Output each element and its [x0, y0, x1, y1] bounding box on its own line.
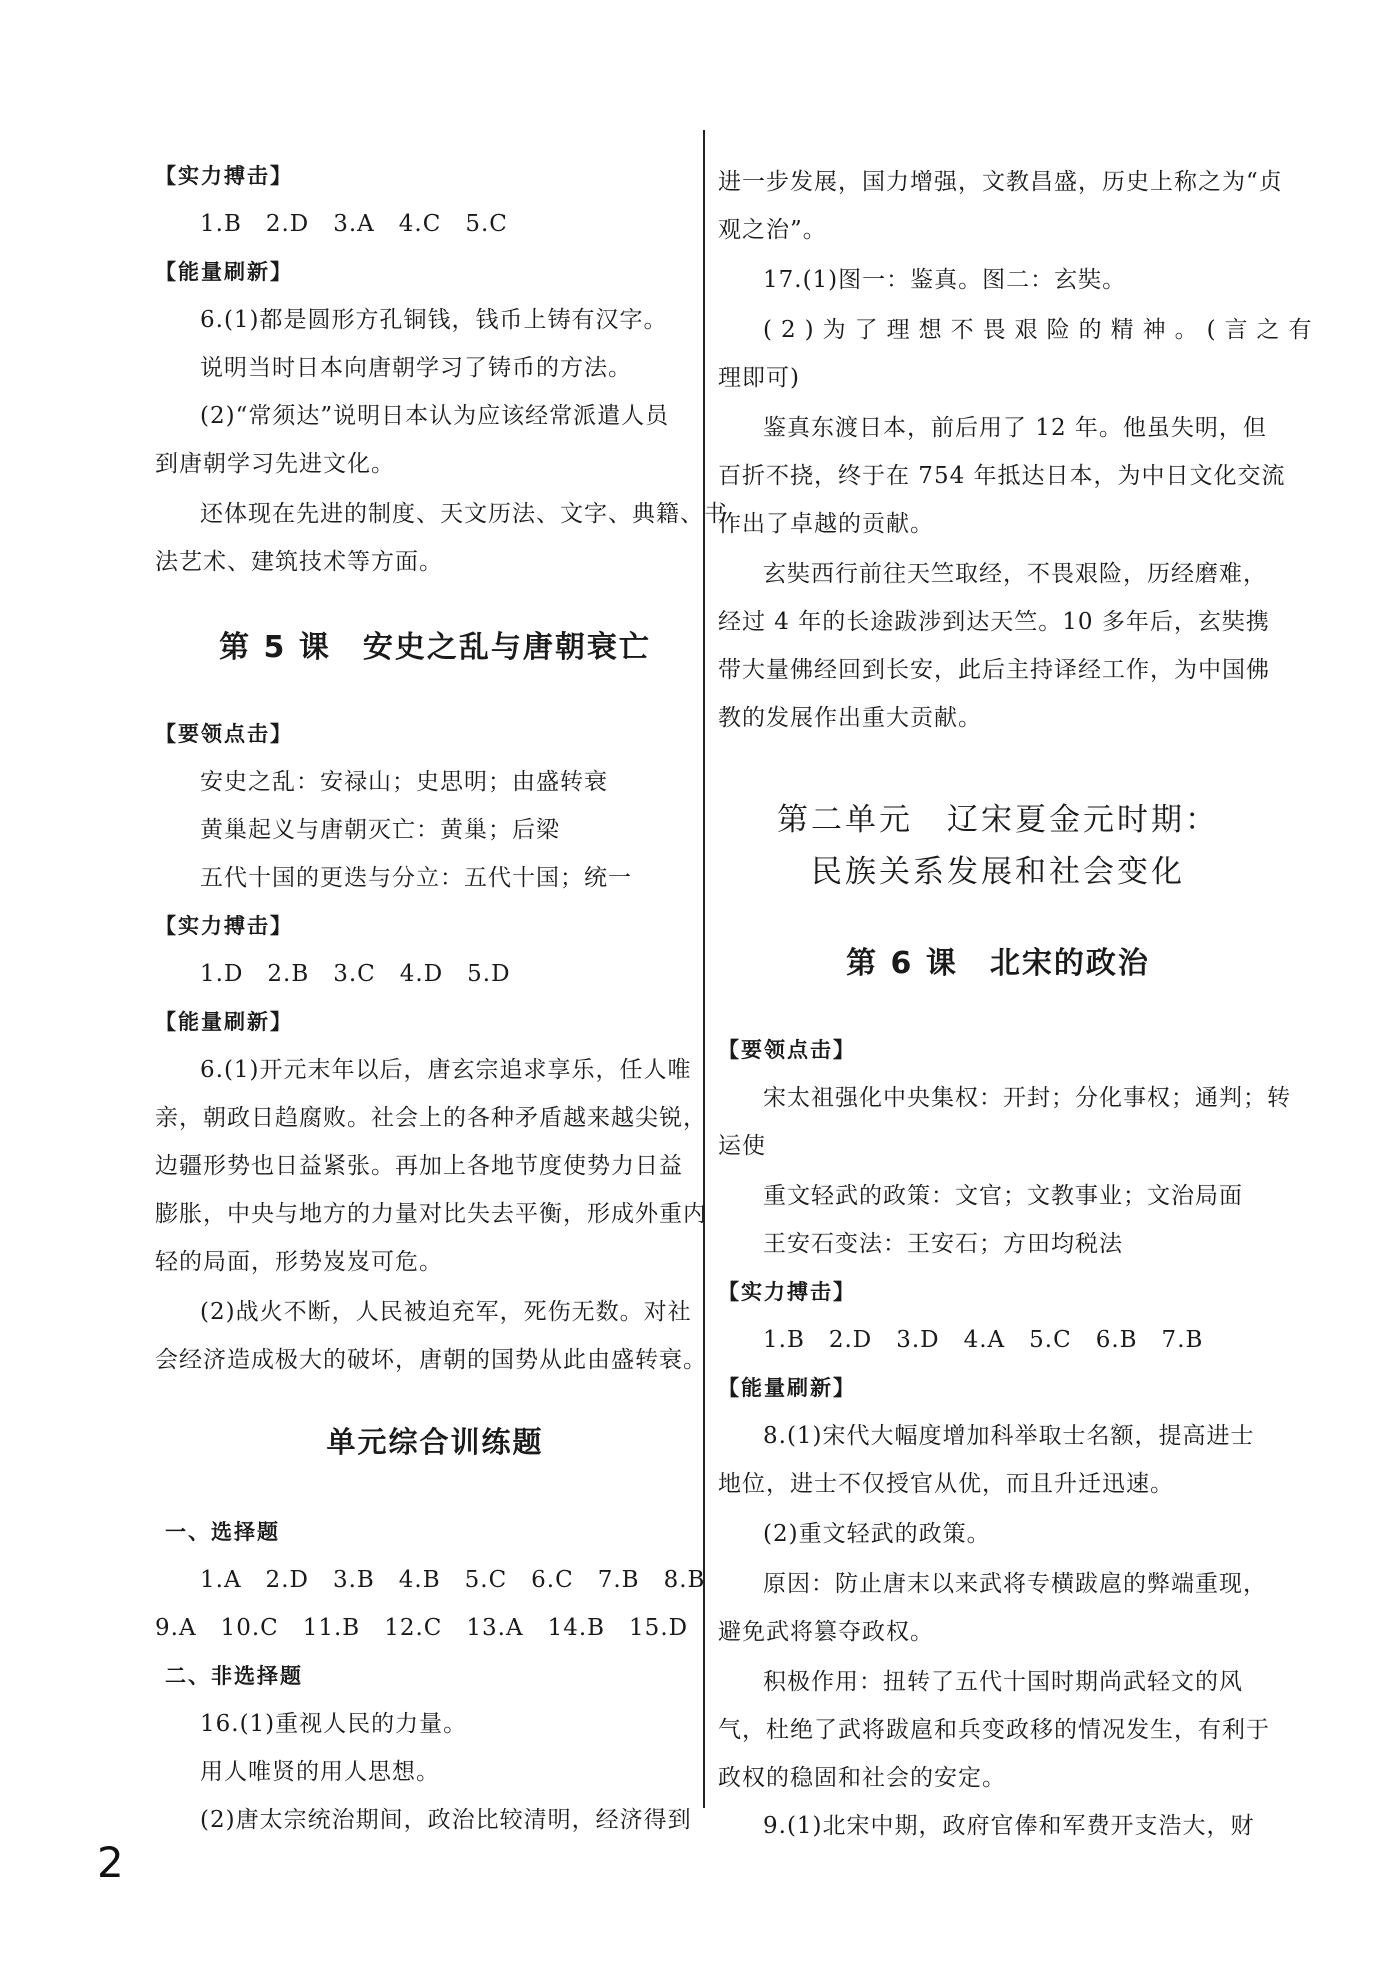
unit-title-line2: 民族关系发展和社会变化: [811, 854, 1185, 890]
unit-review-title: 单元综合训练题: [326, 1425, 544, 1459]
answer-line: (2)战火不断，人民被迫充军，死伤无数。对社: [200, 1299, 692, 1325]
key-point: 安史之乱：安禄山；史思明；由盛转衰: [200, 769, 608, 795]
answer-line: 玄奘西行前往天竺取经，不畏艰险，历经磨难，: [763, 561, 1267, 587]
answer-line: 百折不挠，终于在 754 年抵达日本，为中日文化交流: [718, 463, 1286, 489]
answer-line: 17.(1)图一：鉴真。图二：玄奘。: [763, 267, 1127, 293]
section-tag: 【能量刷新】: [718, 1376, 856, 1400]
answer-line: 1.D 2.B 3.C 4.D 5.D: [200, 961, 511, 987]
answer-line: 轻的局面，形势岌岌可危。: [155, 1249, 443, 1275]
answer-line: 鉴真东渡日本，前后用了 12 年。他虽失明，但: [763, 415, 1267, 441]
answer-line: 用人唯贤的用人思想。: [200, 1759, 440, 1785]
answer-line: 经过 4 年的长途跋涉到达天竺。10 多年后，玄奘携: [718, 609, 1270, 635]
section-tag: 【能量刷新】: [155, 260, 293, 284]
unit-title-line1: 第二单元 辽宋夏金元时期：: [777, 802, 1219, 838]
answer-line: 积极作用：扭转了五代十国时期尚武轻文的风: [763, 1669, 1243, 1695]
answer-line: 说明当时日本向唐朝学习了铸币的方法。: [200, 355, 632, 381]
key-point: 王安石变法：王安石；方田均税法: [763, 1231, 1123, 1257]
answer-line: 膨胀，中央与地方的力量对比失去平衡，形成外重内: [155, 1201, 707, 1227]
answer-line: 到唐朝学习先进文化。: [155, 451, 395, 477]
answer-line: 进一步发展，国力增强，文教昌盛，历史上称之为“贞: [718, 169, 1283, 195]
answer-line: 1.B 2.D 3.A 4.C 5.C: [200, 211, 508, 237]
section-tag: 【能量刷新】: [155, 1010, 293, 1034]
answer-line: 1.A 2.D 3.B 4.B 5.C 6.C 7.B 8.B: [200, 1567, 706, 1593]
key-point: 重文轻武的政策：文官；文教事业；文治局面: [763, 1183, 1243, 1209]
section-tag: 【实力搏击】: [155, 164, 293, 188]
lesson-title: 第 6 课 北宋的政治: [846, 946, 1150, 981]
answer-line: 教的发展作出重大贡献。: [718, 705, 982, 731]
key-point: 黄巢起义与唐朝灭亡：黄巢；后梁: [200, 817, 560, 843]
answer-line: 理即可): [718, 365, 800, 391]
answer-line: 政权的稳固和社会的安定。: [718, 1765, 1006, 1791]
answer-line: (2)唐太宗统治期间，政治比较清明，经济得到: [200, 1807, 692, 1833]
answer-line: 原因：防止唐末以来武将专横跋扈的弊端重现，: [763, 1571, 1267, 1597]
answer-line: 还体现在先进的制度、天文历法、文字、典籍、书: [200, 501, 728, 527]
answer-line: 6.(1)都是圆形方孔铜钱，钱币上铸有汉字。: [200, 307, 668, 333]
answer-line: 气，杜绝了武将跋扈和兵变政移的情况发生，有利于: [718, 1717, 1270, 1743]
key-point: 宋太祖强化中央集权：开封；分化事权；通判；转: [763, 1085, 1291, 1111]
key-point: 五代十国的更迭与分立：五代十国；统一: [200, 865, 632, 891]
answer-line: 9.(1)北宋中期，政府官俸和军费开支浩大，财: [763, 1813, 1255, 1839]
section-heading: 二、非选择题: [165, 1664, 303, 1688]
page-number: 2: [97, 1838, 124, 1887]
answer-line: 作出了卓越的贡献。: [718, 511, 934, 537]
answer-line: (2)为了理想不畏艰险的精神。(言之有: [763, 317, 1321, 343]
answer-line: 亲，朝政日趋腐败。社会上的各种矛盾越来越尖锐，: [155, 1105, 707, 1131]
section-tag: 【实力搏击】: [155, 914, 293, 938]
answer-line: 6.(1)开元末年以后，唐玄宗追求享乐，任人唯: [200, 1057, 692, 1083]
section-tag: 【实力搏击】: [718, 1280, 856, 1304]
section-tag: 【要领点击】: [155, 722, 293, 746]
answer-line: 避免武将篡夺政权。: [718, 1619, 934, 1645]
key-point: 运使: [718, 1133, 766, 1159]
answer-line: 带大量佛经回到长安，此后主持译经工作，为中国佛: [718, 657, 1270, 683]
answer-line: 1.B 2.D 3.D 4.A 5.C 6.B 7.B: [763, 1327, 1204, 1353]
answer-line: 地位，进士不仅授官从优，而且升迁迅速。: [718, 1471, 1174, 1497]
answer-line: 会经济造成极大的破坏，唐朝的国势从此由盛转衰。: [155, 1347, 707, 1373]
lesson-title: 第 5 课 安史之乱与唐朝衰亡: [219, 630, 651, 665]
section-tag: 【要领点击】: [718, 1038, 856, 1062]
answer-line: 边疆形势也日益紧张。再加上各地节度使势力日益: [155, 1153, 683, 1179]
answer-line: (2)“常须达”说明日本认为应该经常派遣人员: [200, 403, 670, 429]
section-heading: 一、选择题: [165, 1520, 280, 1544]
answer-line: 9.A 10.C 11.B 12.C 13.A 14.B 15.D: [155, 1615, 689, 1641]
answer-line: 观之治”。: [718, 217, 827, 243]
answer-line: 8.(1)宋代大幅度增加科举取士名额，提高进士: [763, 1423, 1255, 1449]
answer-line: 法艺术、建筑技术等方面。: [155, 549, 443, 575]
answer-line: (2)重文轻武的政策。: [763, 1521, 991, 1547]
answer-line: 16.(1)重视人民的力量。: [200, 1711, 468, 1737]
